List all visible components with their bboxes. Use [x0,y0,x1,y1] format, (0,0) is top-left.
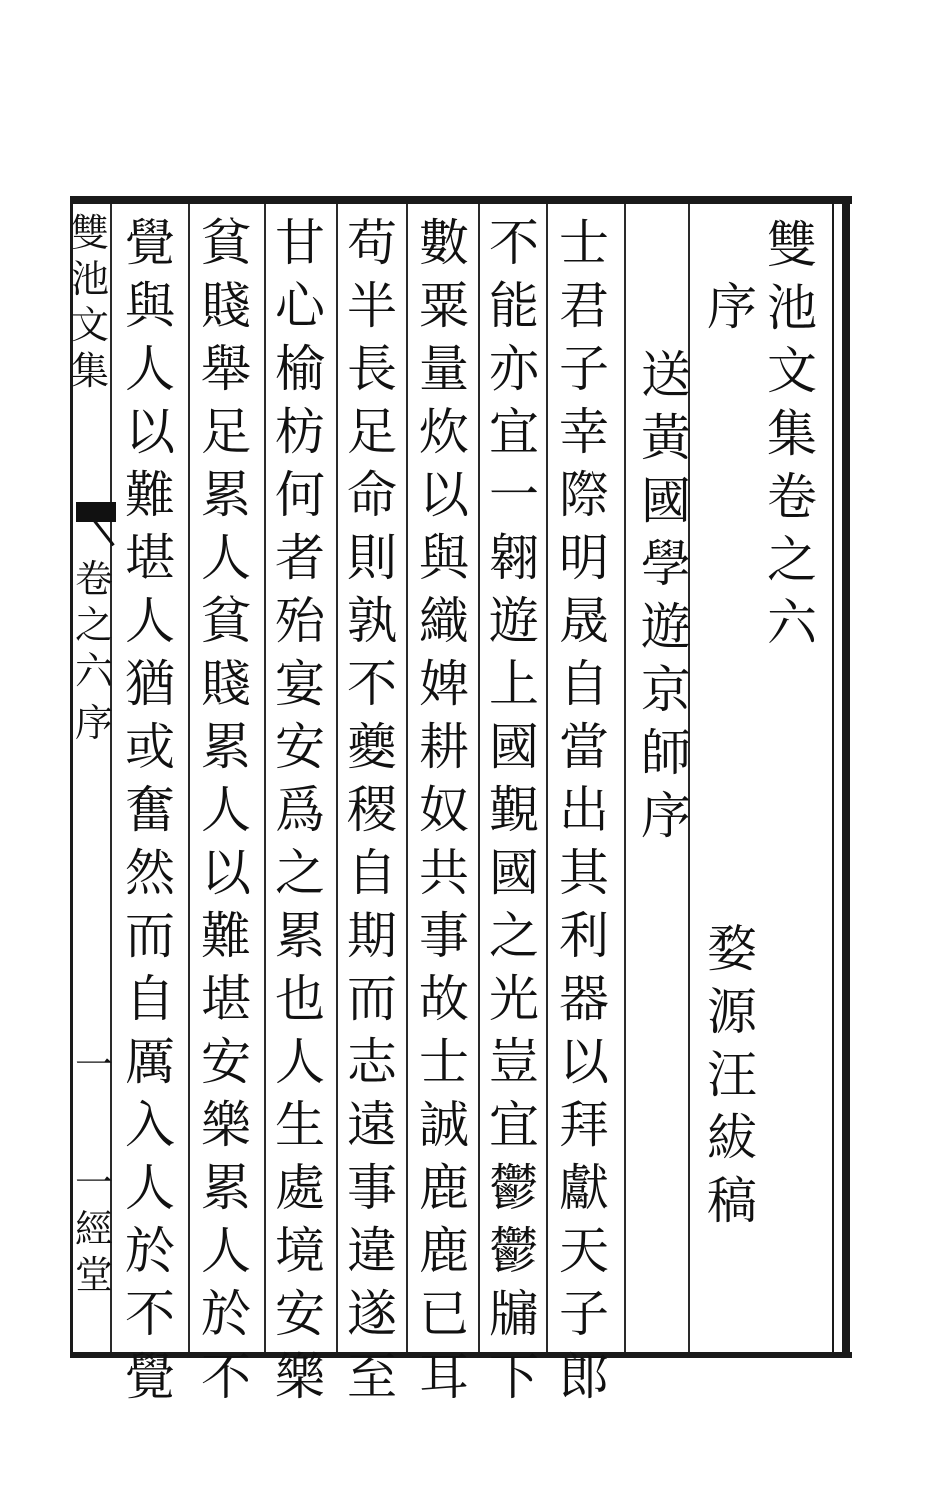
glyph: 器 [559,970,609,1028]
glyph: 序 [74,701,113,745]
frame-right-inner-border [832,204,834,1358]
column-rule [406,204,408,1352]
glyph: 堪 [201,970,251,1028]
glyph: 樂 [201,1096,251,1154]
glyph: 難 [125,466,175,524]
glyph: 事 [347,1159,397,1217]
glyph: 牖 [489,1285,539,1343]
glyph: 覲 [489,781,539,839]
glyph: 黃 [641,409,691,467]
glyph: 不 [201,1348,251,1406]
glyph: 堂 [74,1253,113,1297]
text-column-6 [196,212,256,1409]
glyph: 光 [489,970,539,1028]
glyph: 也 [275,970,325,1028]
glyph: 樂 [275,1348,325,1406]
glyph: 奴 [419,781,469,839]
glyph: 鹿 [419,1222,469,1280]
glyph: 賤 [201,655,251,713]
glyph: 則 [347,529,397,587]
glyph: 源 [707,983,757,1041]
glyph: 一 [74,1161,113,1205]
glyph: 生 [275,1096,325,1154]
glyph: 文 [70,303,109,347]
glyph: 自 [559,655,609,713]
glyph: 遊 [489,592,539,650]
glyph: 遠 [347,1096,397,1154]
glyph: 一 [74,1043,113,1087]
glyph: 榆 [275,340,325,398]
glyph: 炊 [419,403,469,461]
glyph: 之 [275,844,325,902]
glyph: 故 [419,970,469,1028]
author-byline-column [702,918,762,1233]
glyph: 池 [767,279,817,337]
glyph: 人 [125,592,175,650]
text-column-1 [554,212,614,1409]
glyph: 稿 [707,1172,757,1230]
glyph: 枋 [275,403,325,461]
glyph: 上 [489,655,539,713]
glyph: 卷 [767,468,817,526]
glyph: 而 [125,907,175,965]
book-title-column [762,214,822,655]
glyph: 紱 [707,1109,757,1167]
glyph: 甘 [275,214,325,272]
margin-page-number [72,1042,116,1088]
glyph: 六 [767,594,817,652]
glyph: 六 [74,649,113,693]
glyph: 於 [201,1285,251,1343]
glyph: 堪 [125,529,175,587]
glyph: 天 [559,1222,609,1280]
fishtail-marker [76,502,116,546]
glyph: 舉 [201,340,251,398]
glyph: 織 [419,592,469,650]
glyph: 師 [641,724,691,782]
glyph: 不 [125,1285,175,1343]
glyph: 宜 [489,1096,539,1154]
glyph: 何 [275,466,325,524]
glyph: 當 [559,718,609,776]
glyph: 國 [489,718,539,776]
glyph: 耕 [419,718,469,776]
glyph: 安 [275,718,325,776]
glyph: 利 [559,907,609,965]
glyph: 貧 [201,214,251,272]
text-column-3 [414,212,474,1409]
glyph: 以 [201,844,251,902]
glyph: 命 [347,466,397,524]
glyph: 事 [419,907,469,965]
glyph: 耳 [419,1348,469,1406]
glyph: 翱 [489,529,539,587]
glyph: 安 [201,1033,251,1091]
glyph: 人 [201,781,251,839]
glyph: 人 [275,1033,325,1091]
glyph: 孰 [347,592,397,650]
glyph: 士 [419,1033,469,1091]
glyph: 遂 [347,1285,397,1343]
glyph: 累 [201,718,251,776]
glyph: 覺 [125,1348,175,1406]
glyph: 與 [419,529,469,587]
glyph: 鬱 [489,1159,539,1217]
glyph: 之 [74,603,113,647]
glyph: 序 [707,278,757,336]
glyph: 能 [489,277,539,335]
glyph: 殆 [275,592,325,650]
essay-title-column [636,344,696,848]
column-rule [336,204,338,1352]
glyph: 自 [125,970,175,1028]
glyph: 苟 [347,214,397,272]
glyph: 池 [70,257,109,301]
glyph: 量 [419,340,469,398]
glyph: 士 [559,214,609,272]
glyph: 鬱 [489,1222,539,1280]
glyph: 獻 [559,1159,609,1217]
glyph: 以 [559,1033,609,1091]
glyph: 心 [275,277,325,335]
column-rule [264,204,266,1352]
margin-genre [72,700,116,746]
glyph: 鹿 [419,1159,469,1217]
glyph: 足 [347,403,397,461]
margin-volume [72,556,116,694]
text-column-4 [342,212,402,1409]
glyph: 明 [559,529,609,587]
glyph: 爲 [275,781,325,839]
glyph: 集 [70,349,109,393]
glyph: 遊 [641,598,691,656]
glyph: 宜 [489,403,539,461]
glyph: 亦 [489,340,539,398]
column-rule [546,204,548,1352]
glyph: 已 [419,1285,469,1343]
glyph: 於 [125,1222,175,1280]
glyph: 幸 [559,403,609,461]
glyph: 人 [201,529,251,587]
margin-book-title [68,210,112,394]
glyph: 拜 [559,1096,609,1154]
glyph: 累 [275,907,325,965]
glyph: 以 [125,403,175,461]
glyph: 婢 [419,655,469,713]
glyph: 厲 [125,1033,175,1091]
glyph: 數 [419,214,469,272]
glyph: 半 [347,277,397,335]
glyph: 以 [419,466,469,524]
glyph: 君 [559,277,609,335]
glyph: 汪 [707,1046,757,1104]
glyph: 一 [489,466,539,524]
glyph: 之 [489,907,539,965]
glyph: 國 [489,844,539,902]
glyph: 學 [641,535,691,593]
glyph: 之 [767,531,817,589]
glyph: 貧 [201,592,251,650]
glyph: 境 [275,1222,325,1280]
glyph: 京 [641,661,691,719]
glyph: 不 [489,214,539,272]
glyph: 而 [347,970,397,1028]
column-rule [188,204,190,1352]
glyph: 序 [641,787,691,845]
glyph: 累 [201,466,251,524]
glyph: 郎 [559,1348,609,1406]
glyph: 期 [347,907,397,965]
glyph: 共 [419,844,469,902]
glyph: 誠 [419,1096,469,1154]
glyph: 入 [125,1096,175,1154]
glyph: 粟 [419,277,469,335]
glyph: 卷 [74,557,113,601]
glyph: 子 [559,340,609,398]
glyph: 其 [559,844,609,902]
glyph: 違 [347,1222,397,1280]
glyph: 夔 [347,718,397,776]
margin-publisher [72,1160,116,1298]
glyph: 集 [767,405,817,463]
glyph: 不 [347,655,397,713]
glyph: 賤 [201,277,251,335]
glyph: 長 [347,340,397,398]
glyph: 宴 [275,655,325,713]
glyph: 處 [275,1159,325,1217]
glyph: 志 [347,1033,397,1091]
glyph: 覺 [125,214,175,272]
text-column-5 [270,212,330,1409]
frame-right-border [842,196,850,1358]
glyph: 際 [559,466,609,524]
glyph: 出 [559,781,609,839]
glyph: 晟 [559,592,609,650]
glyph: 然 [125,844,175,902]
text-column-2 [484,212,544,1409]
glyph: 文 [767,342,817,400]
glyph: 下 [489,1348,539,1406]
glyph: 安 [275,1285,325,1343]
glyph: 自 [347,844,397,902]
glyph: 婺 [707,920,757,978]
frame-top-border [72,196,852,204]
glyph: 雙 [767,216,817,274]
column-rule [624,204,626,1352]
glyph: 奮 [125,781,175,839]
glyph: 送 [641,346,691,404]
glyph: 子 [559,1285,609,1343]
glyph: 經 [74,1207,113,1251]
glyph: 雙 [70,211,109,255]
glyph: 足 [201,403,251,461]
glyph: 累 [201,1159,251,1217]
glyph: 難 [201,907,251,965]
glyph: 人 [125,1159,175,1217]
genre-heading-column [702,276,762,339]
fishtail-block [76,502,116,522]
column-rule [478,204,480,1352]
glyph: 者 [275,529,325,587]
glyph: 人 [201,1222,251,1280]
glyph: 稷 [347,781,397,839]
glyph: 與 [125,277,175,335]
glyph: 至 [347,1348,397,1406]
glyph: 猶 [125,655,175,713]
text-column-7 [120,212,180,1409]
glyph: 豈 [489,1033,539,1091]
glyph: 人 [125,340,175,398]
glyph: 國 [641,472,691,530]
glyph: 或 [125,718,175,776]
